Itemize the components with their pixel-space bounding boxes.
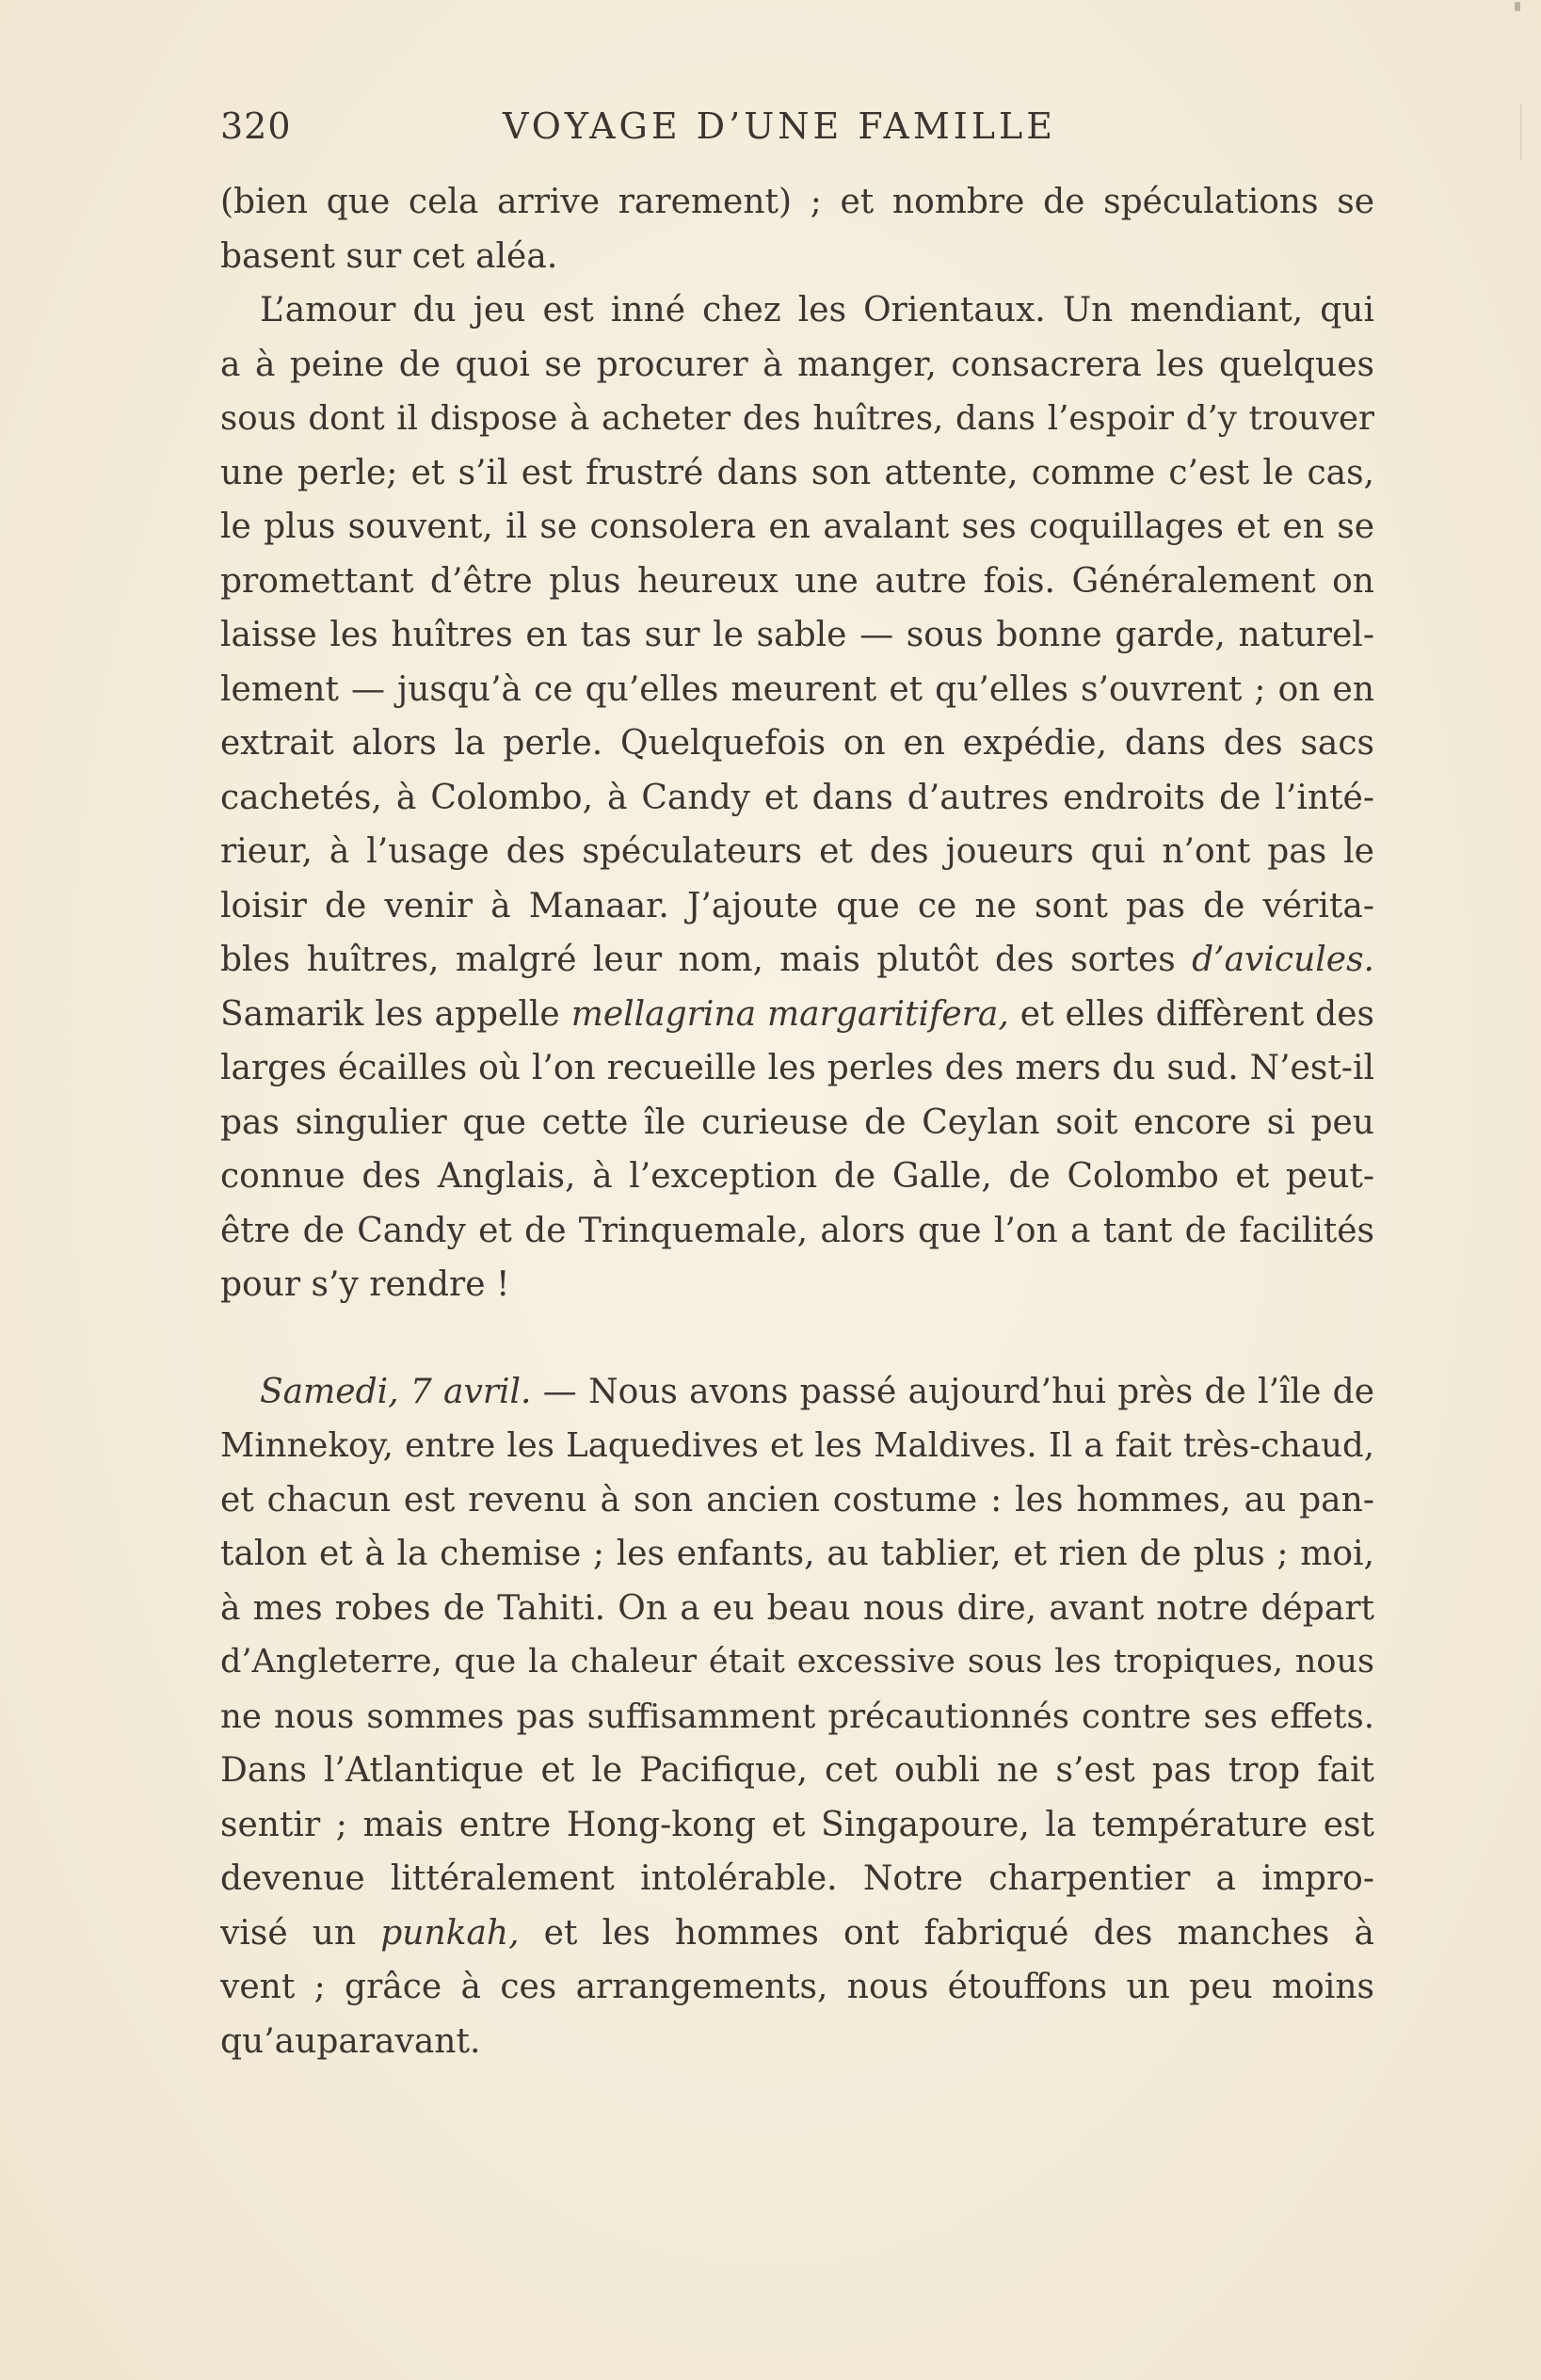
text-line: a à peine de quoi se procurer à manger, consacrera les quelques — [220, 345, 1374, 384]
text-line: laisse les huîtres en tas sur le sable — sous bonne garde, naturel- — [220, 616, 1374, 654]
text-line: lement — jusqu’à ce qu’elles meurent et qu’elles s’ouvrent ; on en — [220, 669, 1374, 709]
page-number: 320 — [220, 105, 292, 147]
text-line: vent ; grâce à ces arrangements, nous étouffons un peu moins — [220, 1968, 1374, 2006]
text-line: ne nous sommes pas suffisamment précautionnés contre ses effets. — [220, 1697, 1374, 1736]
text-segment: et elles diffèrent des — [1019, 994, 1374, 1034]
text-line: talon et à la chemise ; les enfants, au tablier, et rien de plus ; moi, — [220, 1535, 1374, 1573]
text-line: pour s’y rendre ! — [220, 1265, 510, 1304]
text-line: devenue littéralement intolérable. Notre charpentier a impro- — [220, 1859, 1374, 1898]
text-line: pas singulier que cette île curieuse de Ceylan soit encore si peu — [220, 1102, 1374, 1142]
text-line: sentir ; mais entre Hong-kong et Singapoure, la température est — [220, 1805, 1374, 1844]
italic-term: punkah, — [380, 1913, 520, 1953]
text-line: qu’auparavant. — [220, 2021, 481, 2061]
text-segment: et les hommes ont fabriqué des manches à — [543, 1913, 1374, 1953]
text-line: extrait alors la perle. Quelquefois on en expédie, dans des sacs — [220, 724, 1374, 763]
text-line: une perle; et s’il est frustré dans son attente, comme c’est le cas, — [220, 453, 1374, 492]
body-text — [220, 175, 1374, 2068]
page-edge-mark — [1515, 2, 1520, 11]
text-segment: Samarik les appelle — [220, 994, 560, 1034]
text-segment: — Nous avons passé aujourd’hui près de l’île de — [542, 1372, 1374, 1411]
running-title: VOYAGE D’UNE FAMILLE — [503, 105, 1056, 147]
text-line — [220, 933, 1374, 988]
text-line: Dans l’Atlantique et le Pacifique, cet oubli ne s’est pas trop fait — [220, 1751, 1374, 1790]
text-line: Minnekoy, entre les Laquedives et les Maldives. Il a fait très-chaud, — [220, 1426, 1374, 1465]
text-line: cachetés, à Colombo, à Candy et dans d’autres endroits de l’inté- — [220, 778, 1374, 817]
text-line: et chacun est revenu à son ancien costume : les hommes, au pan- — [220, 1480, 1374, 1520]
text-line: L’amour du jeu est inné chez les Orientaux. Un mendiant, qui — [260, 291, 1374, 330]
italic-term: d’avicules. — [1192, 941, 1374, 979]
text-line: à mes robes de Tahiti. On a eu beau nous dire, avant notre départ — [220, 1588, 1374, 1628]
page-edge-line — [1520, 104, 1522, 160]
entry-date: Samedi, 7 avril. — [260, 1372, 532, 1411]
text-line: rieur, à l’usage des spéculateurs et des joueurs qui n’ont pas le — [220, 832, 1374, 871]
italic-term: mellagrina margaritifera, — [570, 994, 1009, 1034]
text-line — [220, 1365, 1374, 1420]
text-line: larges écailles où l’on recueille les perles des mers du sud. N’est-il — [220, 1049, 1374, 1087]
text-line: d’Angleterre, que la chaleur était excessive sous les tropiques, nous — [220, 1643, 1374, 1680]
text-line — [220, 988, 1374, 1042]
text-line: basent sur cet aléa. — [220, 236, 558, 276]
text-segment: bles huîtres, malgré leur nom, mais plutôt des sortes — [220, 941, 1176, 979]
text-line: (bien que cela arrive rarement) ; et nombre de spéculations se — [220, 183, 1374, 221]
text-line: le plus souvent, il se consolera en avalant ses coquillages et en se — [220, 507, 1374, 546]
text-segment: visé un — [220, 1913, 357, 1953]
text-line — [220, 1906, 1374, 1961]
paragraph-gap — [220, 1312, 1374, 1365]
text-line: promettant d’être plus heureux une autre fois. Généralement on — [220, 561, 1374, 601]
running-header — [220, 105, 1374, 162]
text-line: être de Candy et de Trinquemale, alors que l’on a tant de facilités — [220, 1211, 1374, 1250]
text-line: sous dont il dispose à acheter des huîtres, dans l’espoir d’y trouver — [220, 399, 1374, 438]
text-line: loisir de venir à Manaar. J’ajoute que ce ne sont pas de vérita- — [220, 886, 1374, 925]
text-line: connue des Anglais, à l’exception de Galle, de Colombo et peut- — [220, 1157, 1374, 1196]
